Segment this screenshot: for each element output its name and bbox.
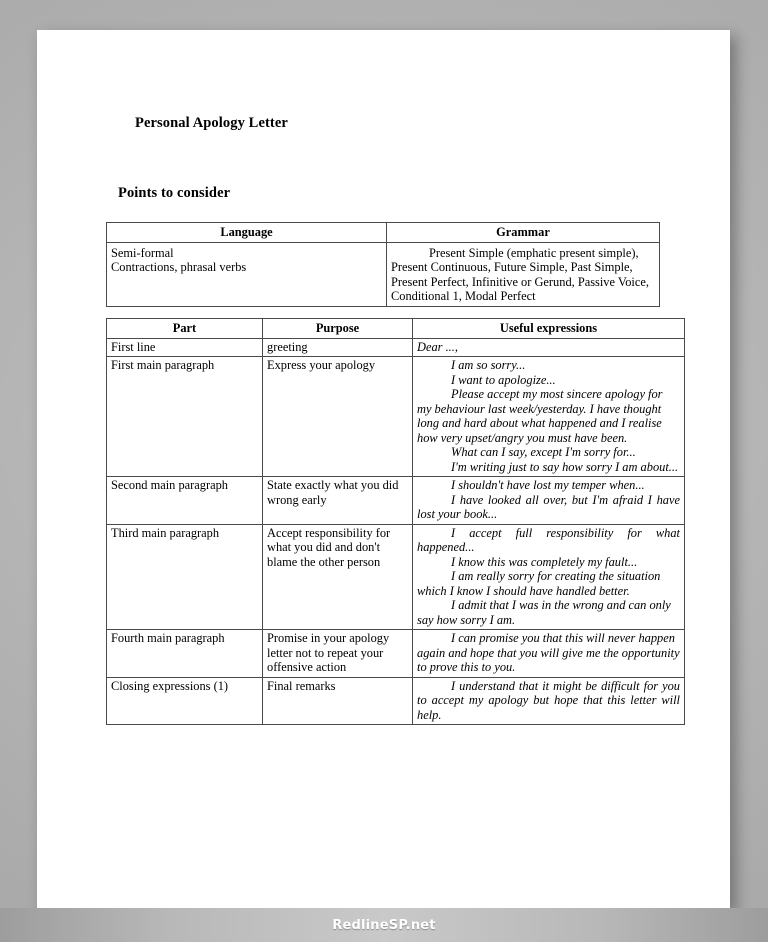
- cell-language-body: [107, 242, 387, 306]
- expression-line: I'm writing just to say how sorry I am about...: [451, 459, 679, 474]
- language-line-2: Contractions, phrasal verbs: [111, 260, 247, 274]
- table-row-first-main: [107, 357, 685, 477]
- parts-table: [106, 318, 685, 725]
- expression-line: I have looked all over, but I'm afraid I have lost your book...: [417, 492, 680, 521]
- expression-line: I can promise you that this will never happen again and hope that you will give me the opportunity to prove this to you.: [417, 631, 680, 674]
- cell-purpose-fourth-main: Promise in your apology letter not to repeat your offensive action: [263, 630, 413, 678]
- header-language: Language: [107, 223, 387, 243]
- cell-part-second-main: Second main paragraph: [107, 477, 263, 525]
- table-row: [107, 242, 660, 306]
- cell-purpose-first-main: Express your apology: [263, 357, 413, 477]
- watermark-bar: [0, 908, 768, 942]
- header-useful-expressions: Useful expressions: [413, 319, 685, 339]
- expression-line: I admit that I was in the wrong and can only say how sorry I am.: [417, 598, 671, 627]
- cell-expressions-closing: [413, 677, 685, 725]
- header-part: Part: [107, 319, 263, 339]
- expression-line: I want to apologize...: [451, 372, 556, 387]
- table-row: [107, 223, 660, 243]
- cell-expressions-third-main: [413, 524, 685, 630]
- header-grammar: Grammar: [387, 223, 660, 243]
- document-page: [37, 30, 730, 908]
- expression-line: I am so sorry...: [451, 358, 526, 372]
- cell-expressions-first-line: [413, 338, 685, 357]
- cell-expressions-second-main: [413, 477, 685, 525]
- cell-part-first-main: First main paragraph: [107, 357, 263, 477]
- table-row-first-line: [107, 338, 685, 357]
- expression-line: I understand that it might be difficult for you to accept my apology but hope that this letter will help.: [417, 678, 680, 722]
- cell-purpose-closing: Final remarks: [263, 677, 413, 725]
- cell-purpose-second-main: State exactly what you did wrong early: [263, 477, 413, 525]
- table-row-closing: [107, 677, 685, 725]
- cell-purpose-third-main: Accept responsibility for what you did and don't blame the other person: [263, 524, 413, 630]
- cell-part-first-line: First line: [107, 338, 263, 357]
- expression-line: Dear ...,: [417, 339, 458, 354]
- grammar-text: Present Simple (emphatic present simple), Present Continuous, Future Simple, Past Simple, Present Perfect, Infinitive or Gerund, Passive Voice, Conditional 1, Modal Perfect: [391, 245, 649, 303]
- expression-line: I shouldn't have lost my temper when...: [451, 478, 645, 492]
- table-header-row: [107, 319, 685, 339]
- language-grammar-table: [106, 222, 660, 307]
- expression-line: I know this was completely my fault...: [451, 554, 638, 569]
- cell-part-closing: Closing expressions (1): [107, 677, 263, 725]
- cell-part-third-main: Third main paragraph: [107, 524, 263, 630]
- section-heading: Points to consider: [118, 185, 231, 201]
- table-row-second-main: [107, 477, 685, 525]
- cell-expressions-first-main: [413, 357, 685, 477]
- watermark-label: RedlineSP.net: [332, 917, 436, 933]
- expression-line: What can I say, except I'm sorry for...: [451, 445, 636, 459]
- expression-line: Please accept my most sincere apology for my behaviour last week/yesterday. I have thought long and hard about what happened and I realise how very upset/angry you must have been.: [417, 387, 663, 445]
- cell-expressions-fourth-main: [413, 630, 685, 678]
- cell-part-fourth-main: Fourth main paragraph: [107, 630, 263, 678]
- table-row-fourth-main: [107, 630, 685, 678]
- cell-purpose-first-line: greeting: [263, 338, 413, 357]
- table-row-third-main: [107, 524, 685, 630]
- language-line-1: Semi-formal: [111, 245, 174, 260]
- page-title: Personal Apology Letter: [135, 115, 288, 131]
- header-purpose: Purpose: [263, 319, 413, 339]
- expression-line: I am really sorry for creating the situation which I know I should have handled better.: [417, 569, 661, 598]
- cell-grammar-body: [387, 242, 660, 306]
- expression-line: I accept full responsibility for what happened...: [417, 525, 680, 554]
